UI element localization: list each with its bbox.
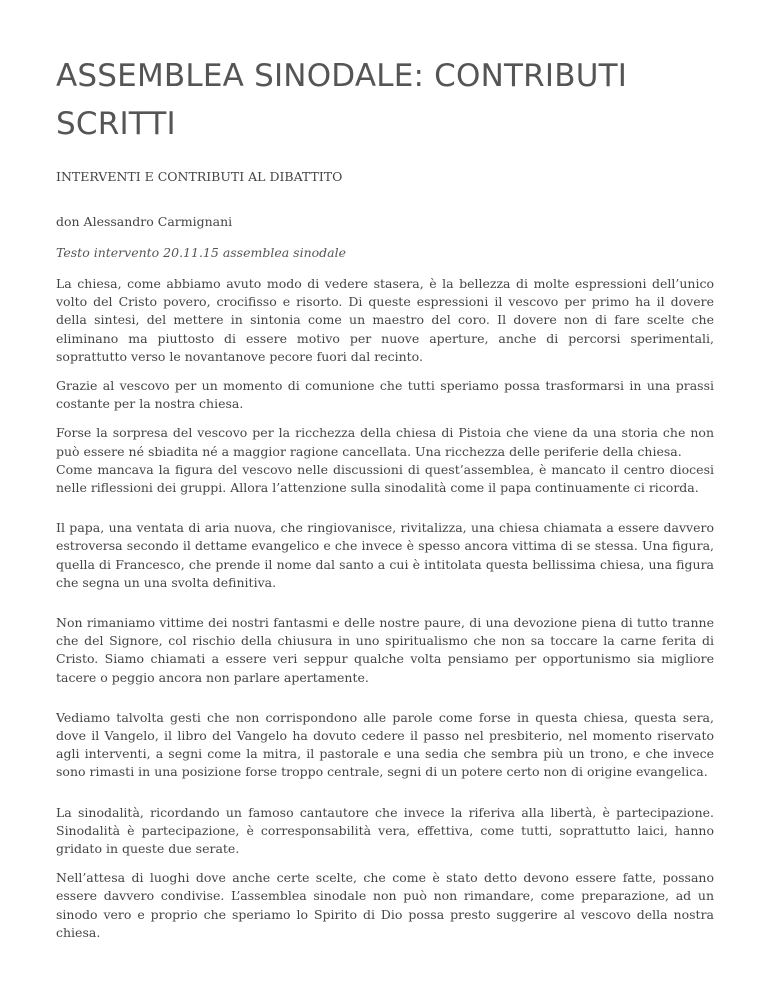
paragraph-5: Non rimaniamo vittime dei nostri fantasmi e delle nostre paure, di una devozione piena di tutto tranne che del Signore, col rischio della chiusura in uno spiritualismo che non sa toccare la carne ferita di Cristo. Siamo chiamati a essere veri seppur qualche volta pensiamo per opportunismo sia migliore tacere o peggio ancora non parlare apertamente.	[56, 615, 714, 685]
paragraph-4: Il papa, una ventata di aria nuova, che ringiovanisce, rivitalizza, una chiesa chiamata a essere davvero estroversa secondo il dettame evangelico e che invece è spesso ancora vittima di se stessa. Una figura, quella di Francesco, che prende il nome dal santo a cui è intitolata questa bellissima chiesa, una figura che segna un una svolta definitiva.	[56, 520, 714, 590]
page-subtitle: INTERVENTI E CONTRIBUTI AL DIBATTITO	[56, 169, 343, 184]
paragraph-1: La chiesa, come abbiamo avuto modo di vedere stasera, è la bellezza di molte espressioni dell’unico volto del Cristo povero, crocifisso e risorto. Di queste espressioni il vescovo per primo ha il dovere della sintesi, del mettere in sintonia come un maestro del coro. Il dovere non di fare scelte che eliminano ma piuttosto di essere motivo per nuove aperture, anche di percorsi sperimentali, soprattutto verso le novantanove pecore fuori dal recinto.	[56, 276, 714, 364]
document-page	[56, 52, 714, 953]
paragraph-3-line-a: Forse la sorpresa del vescovo per la ricchezza della chiesa di Pistoia che viene da una storia che non può essere né sbiadita né a maggior ragione cancellata. Una ricchezza delle periferie della chiesa.	[56, 425, 714, 459]
paragraph-3	[56, 424, 714, 497]
author-name: don Alessandro Carmignani	[56, 214, 233, 229]
paragraph-3-line-b: Come mancava la figura del vescovo nelle discussioni di quest’assemblea, è mancato il centro diocesi nelle riflessioni dei gruppi. Allora l’attenzione sulla sinodalità come il papa continuamente ci ricorda.	[56, 461, 714, 496]
paragraph-2: Grazie al vescovo per un momento di comunione che tutti speriamo possa trasformarsi in una prassi costante per la nostra chiesa.	[56, 378, 714, 412]
paragraph-7: La sinodalità, ricordando un famoso cantautore che invece la riferiva alla libertà, è partecipazione. Sinodalità è partecipazione, è corresponsabilità vera, effettiva, come tutti, soprattutto laici, hanno gridato in queste due serate.	[56, 804, 714, 857]
paragraph-8: Nell’attesa di luoghi dove anche certe scelte, che come è stato detto devono essere fatte, possano essere davvero condivise. L’assemblea sinodale non può non rimandare, come preparazione, ad un sinodo vero e proprio che speriamo lo Spirito di Dio possa presto suggerire al vescovo della nostra chiesa.	[56, 870, 714, 940]
page-title: ASSEMBLEA SINODALE: CONTRIBUTI SCRITTI	[56, 58, 628, 142]
speech-note: Testo intervento 20.11.15 assemblea sinodale	[56, 245, 347, 260]
paragraph-6: Vediamo talvolta gesti che non corrispondono alle parole come forse in questa chiesa, questa sera, dove il Vangelo, il libro del Vangelo ha dovuto cedere il passo nel presbiterio, nel momento riservato agli interventi, a segni come la mitra, il pastorale e una sedia che sembra più un trono, e che invece sono rimasti in una posizione forse troppo centrale, segni di un potere certo non di origine evangelica.	[56, 709, 714, 780]
